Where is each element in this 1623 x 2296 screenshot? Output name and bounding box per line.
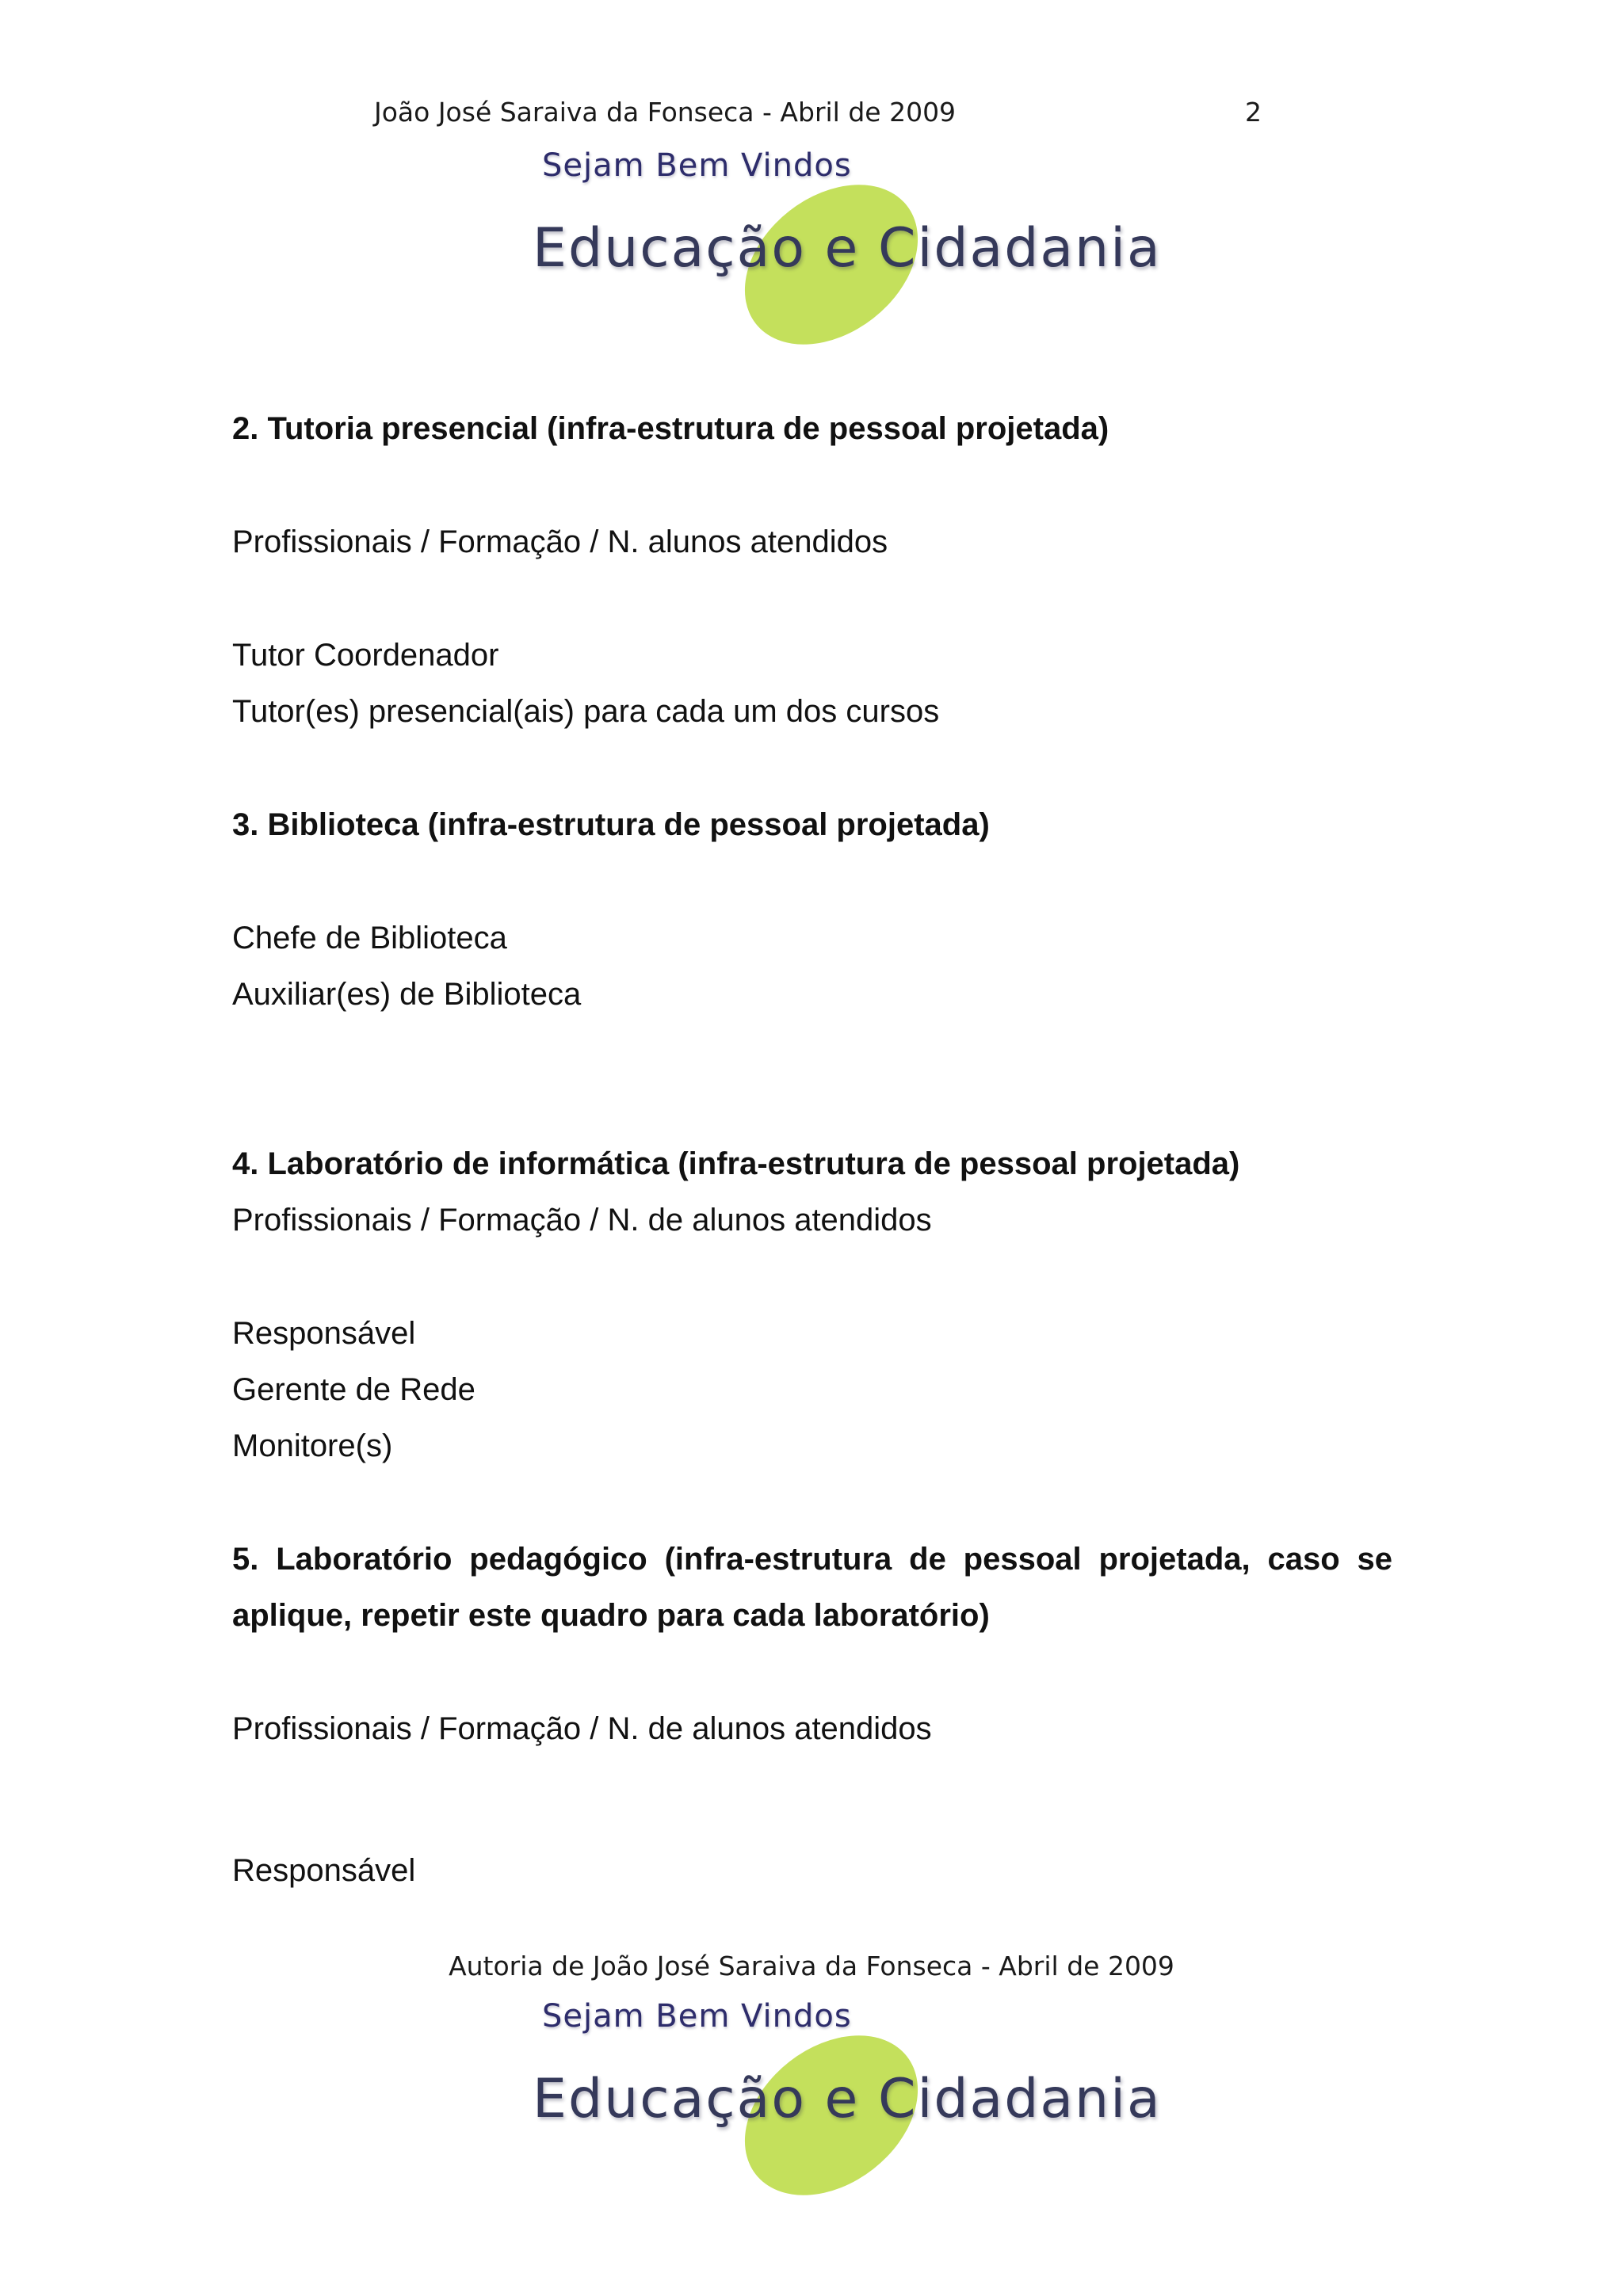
logo-welcome-text: Sejam Bem Vindos: [542, 1998, 852, 2035]
section-5-item: Responsável: [232, 1853, 416, 1888]
section-2-item: Tutor(es) presencial(ais) para cada um dos cursos: [232, 694, 940, 729]
section-3-item: Auxiliar(es) de Biblioteca: [232, 977, 582, 1012]
section-3-item: Chefe de Biblioteca: [232, 921, 507, 955]
section-4-title: 4. Laboratório de informática (infra-estrutura de pessoal projetada): [232, 1146, 1240, 1181]
section-4-columns: Profissionais / Formação / N. de alunos atendidos: [232, 1203, 932, 1238]
section-3-title: 3. Biblioteca (infra-estrutura de pessoal projetada): [232, 807, 990, 842]
section-5-columns: Profissionais / Formação / N. de alunos atendidos: [232, 1711, 932, 1746]
page-footer: Autoria de João José Saraiva da Fonseca - Abril de 2009: [449, 1951, 1174, 1981]
logo-brand-text: Educação e Cidadania: [533, 217, 1162, 280]
header-author: João José Saraiva da Fonseca - Abril de 2009: [374, 97, 957, 128]
page-header: [374, 97, 1262, 136]
logo-welcome-text: Sejam Bem Vindos: [542, 147, 852, 184]
section-2-columns: Profissionais / Formação / N. alunos atendidos: [232, 524, 888, 559]
section-5-title: 5. Laboratório pedagógico (infra-estrutura de pessoal projetada, caso se aplique, repetir este quadro para cada laboratório): [232, 1542, 1392, 1633]
section-4-item: Monitore(s): [232, 1428, 393, 1463]
section-2-item: Tutor Coordenador: [232, 638, 499, 673]
page-number: 2: [1245, 97, 1262, 128]
section-4-item: Responsável: [232, 1316, 416, 1351]
section-2-title: 2. Tutoria presencial (infra-estrutura de pessoal projetada): [232, 411, 1109, 446]
logo-top: [533, 147, 1162, 338]
logo-bottom: [533, 1998, 1162, 2188]
section-4-item: Gerente de Rede: [232, 1372, 475, 1407]
logo-brand-text: Educação e Cidadania: [533, 2068, 1162, 2130]
